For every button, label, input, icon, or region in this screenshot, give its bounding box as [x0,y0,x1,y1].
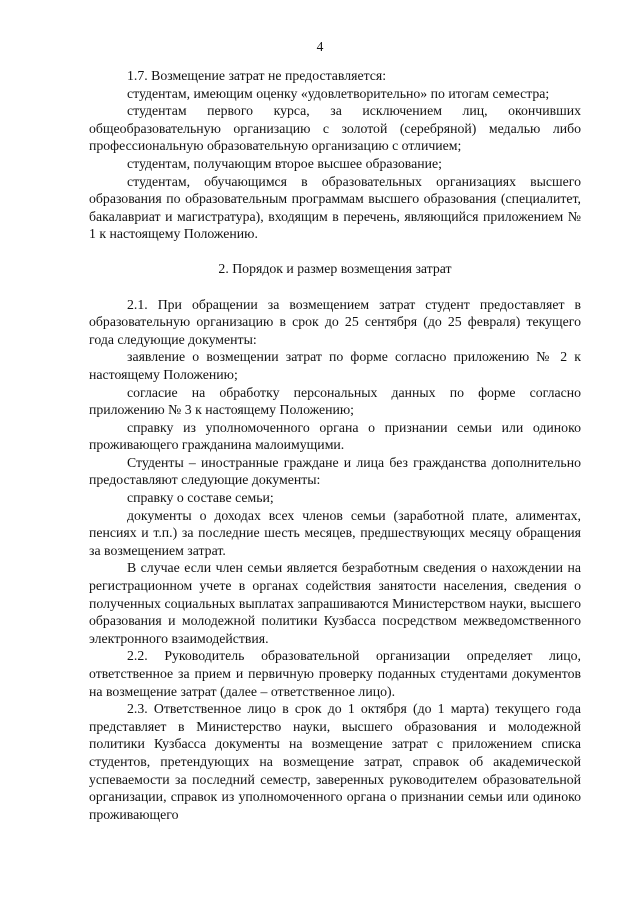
paragraph-unemployed-member: В случае если член семьи является безработным сведения о нахождении на регистрационном учете в органах содействия занятости населения, сведения о полученных социальных выплатах запрашиваются Министерством науки, высшего образования и молодежной политики Кузбасса посредством межведомственного электронного взаимодействия. [89,560,581,646]
list-item-first-year-students: студентам первого курса, за исключением лиц, окончивших общеобразовательную организацию с золотой (серебряной) медалью либо профессиональную образовательную организацию с отличием; [89,103,581,154]
list-item-family-composition: справку о составе семьи; [127,490,274,506]
paragraph-1-7: 1.7. Возмещение затрат не предоставляется: [127,68,387,83]
paragraph-foreign-students: Студенты – иностранные граждане и лица без гражданства дополнительно предоставляют следующие документы: [89,454,581,488]
list-item-higher-education-programs: студентам, обучающимся в образовательных организациях высшего образования по образовательным программам высшего образования (специалитет, бакалавриат и магистратура), входящим в перечень, являющийся приложением № 1 к настоящему Положению. [89,173,581,242]
paragraph-2-3: 2.3. Ответственное лицо в срок до 1 октября (до 1 марта) текущего года представляет в Министерство науки, высшего образования и молодежной политики Кузбасса документы на возмещение затрат с приложением списка студентов, претендующих на возмещение затрат, справок об академической успеваемости за последний семестр, заверенных руководителем образовательной организации, справок из уполномоченного органа о признании семьи или одиноко проживающего [89,701,581,822]
list-item-income-documents: документы о доходах всех членов семьи (заработной плате, алиментах, пенсиях и т.п.) за последние шесть месяцев, предшествующих месяцу обращения за возмещением затрат. [89,507,581,558]
list-item-application: заявление о возмещении затрат по форме согласно приложению № 2 к настоящему Положению; [89,349,581,382]
paragraph-2-1: 2.1. При обращении за возмещением затрат студент предоставляет в образовательную организацию в срок до 25 сентября (до 25 февраля) текущего года следующие документы: [89,296,581,347]
paragraph-2-2: 2.2. Руководитель образовательной организации определяет лицо, ответственное за прием и первичную проверку поданных студентами документов на возмещение затрат (далее – ответственное лицо). [89,648,581,699]
list-item-low-income-certificate: справку из уполномоченного органа о признании семьи или одиноко проживающего гражданина малоимущими. [89,419,581,453]
list-item-consent: согласие на обработку персональных данных по форме согласно приложению № 3 к настоящему Положению; [89,384,581,418]
list-item-satisfactory-grade: студентам, имеющим оценку «удовлетворительно» по итогам семестра; [127,85,550,101]
section-heading-2: 2. Порядок и размер возмещения затрат [218,260,452,276]
list-item-second-degree: студентам, получающим второе высшее образование; [127,155,442,171]
page-number: 4 [316,39,324,54]
document-body [89,67,581,823]
